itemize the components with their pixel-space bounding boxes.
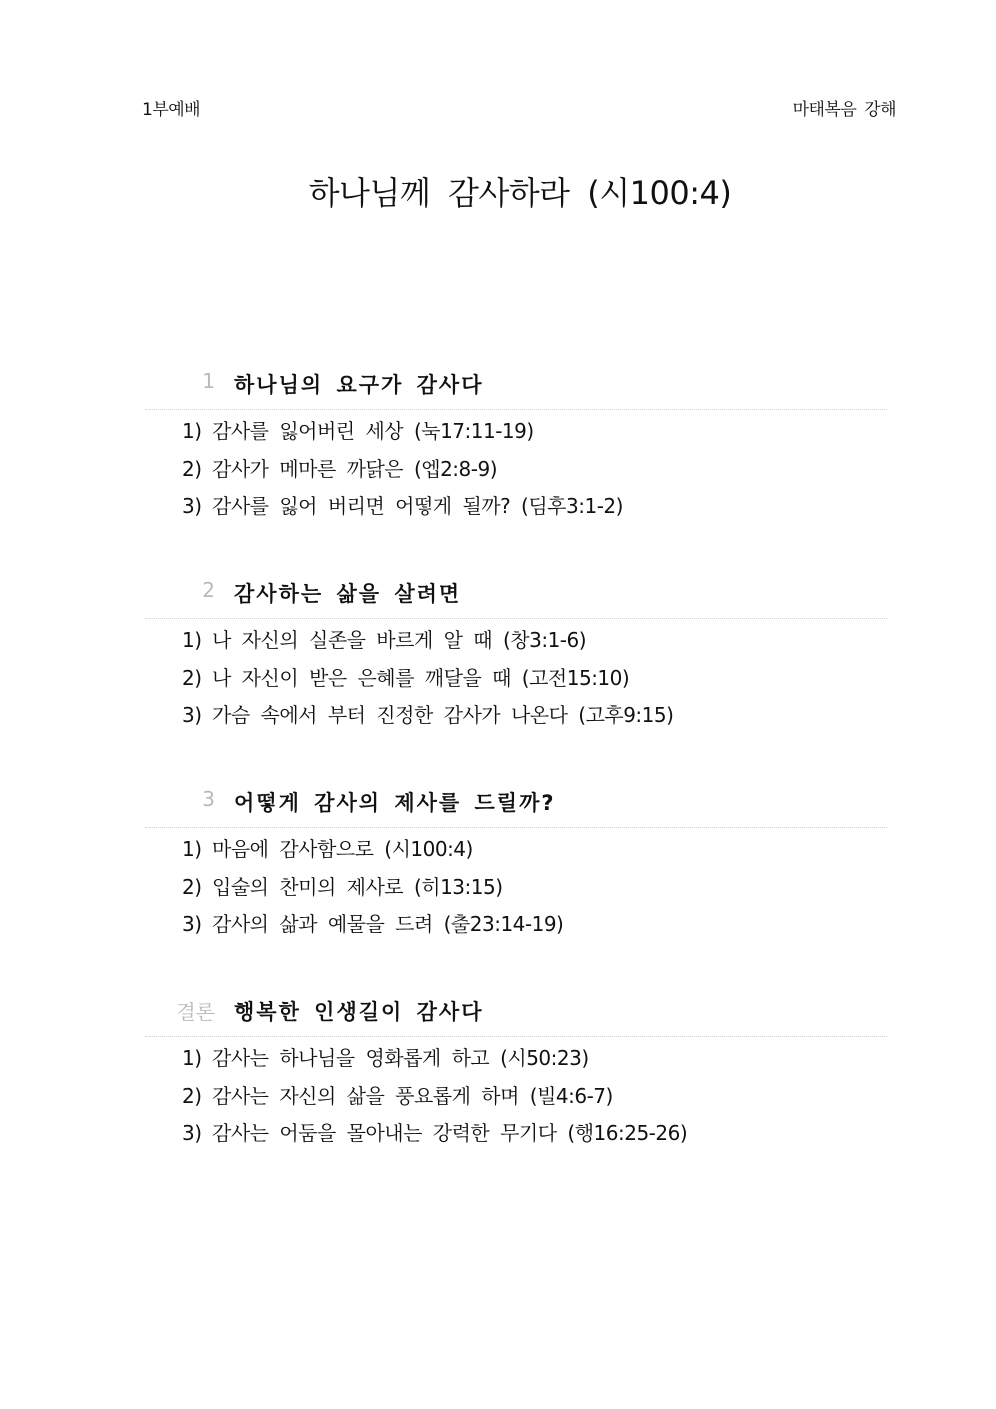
section-number: 1 — [202, 369, 215, 393]
item-number: 3) — [182, 494, 202, 518]
item-number: 2) — [182, 456, 202, 481]
item-number: 3) — [182, 1121, 202, 1145]
item-number: 1) — [182, 419, 202, 443]
item-number: 2) — [182, 1083, 202, 1108]
section-title: 행복한 인생길이 감사다 — [234, 1000, 484, 1024]
section-2 — [145, 578, 887, 740]
item-text: 감사를 잃어 버리면 어떻게 될까? (딤후3:1-2) — [212, 494, 623, 518]
list-item — [182, 1045, 887, 1083]
service-label: 1부예배 — [142, 100, 201, 120]
section-heading — [145, 996, 887, 1036]
point-list — [145, 410, 887, 531]
list-item — [182, 493, 887, 531]
section-heading — [145, 369, 887, 409]
item-text: 감사가 메마른 까닭은 (엡2:8-9) — [212, 456, 498, 481]
item-number: 2) — [182, 874, 202, 899]
list-item — [182, 702, 887, 740]
item-number: 2) — [182, 665, 202, 690]
section-number: 2 — [202, 578, 215, 602]
section-title: 감사하는 삶을 살려면 — [234, 582, 462, 606]
item-text: 마음에 감사함으로 (시100:4) — [212, 837, 473, 861]
item-text: 나 자신의 실존을 바르게 알 때 (창3:1-6) — [212, 628, 587, 652]
item-number: 1) — [182, 837, 202, 861]
list-item — [182, 418, 887, 456]
item-number: 1) — [182, 628, 202, 652]
point-list — [145, 1037, 887, 1158]
section-title: 어떻게 감사의 제사를 드릴까? — [234, 791, 556, 815]
item-number: 3) — [182, 912, 202, 936]
item-text: 나 자신이 받은 은혜를 깨달을 때 (고전15:10) — [212, 665, 630, 690]
item-text: 가슴 속에서 부터 진정한 감사가 나온다 (고후9:15) — [212, 703, 674, 727]
item-number: 3) — [182, 703, 202, 727]
section-number: 3 — [202, 787, 215, 811]
section-heading — [145, 787, 887, 827]
list-item — [182, 1120, 887, 1158]
section-1 — [145, 369, 887, 531]
sermon-title: 하나님께 감사하라 (시100:4) — [308, 174, 732, 212]
section-number: 결론 — [176, 1000, 215, 1024]
item-text: 감사는 하나님을 영화롭게 하고 (시50:23) — [212, 1046, 589, 1070]
list-item — [182, 911, 887, 949]
series-label: 마태복음 강해 — [792, 100, 896, 120]
item-text: 입술의 찬미의 제사로 (히13:15) — [212, 874, 503, 899]
item-text: 감사는 어둠을 몰아내는 강력한 무기다 (행16:25-26) — [212, 1121, 688, 1145]
item-number: 1) — [182, 1046, 202, 1070]
list-item — [182, 456, 887, 494]
section-conclusion — [145, 996, 887, 1158]
list-item — [182, 1083, 887, 1121]
list-item — [182, 836, 887, 874]
item-text: 감사는 자신의 삶을 풍요롭게 하며 (빌4:6-7) — [212, 1083, 613, 1108]
list-item — [182, 874, 887, 912]
item-text: 감사를 잃어버린 세상 (눅17:11-19) — [212, 419, 534, 443]
section-title: 하나님의 요구가 감사다 — [234, 373, 484, 397]
list-item — [182, 627, 887, 665]
section-heading — [145, 578, 887, 618]
item-text: 감사의 삶과 예물을 드려 (출23:14-19) — [212, 912, 564, 936]
point-list — [145, 828, 887, 949]
point-list — [145, 619, 887, 740]
list-item — [182, 665, 887, 703]
section-3 — [145, 787, 887, 949]
